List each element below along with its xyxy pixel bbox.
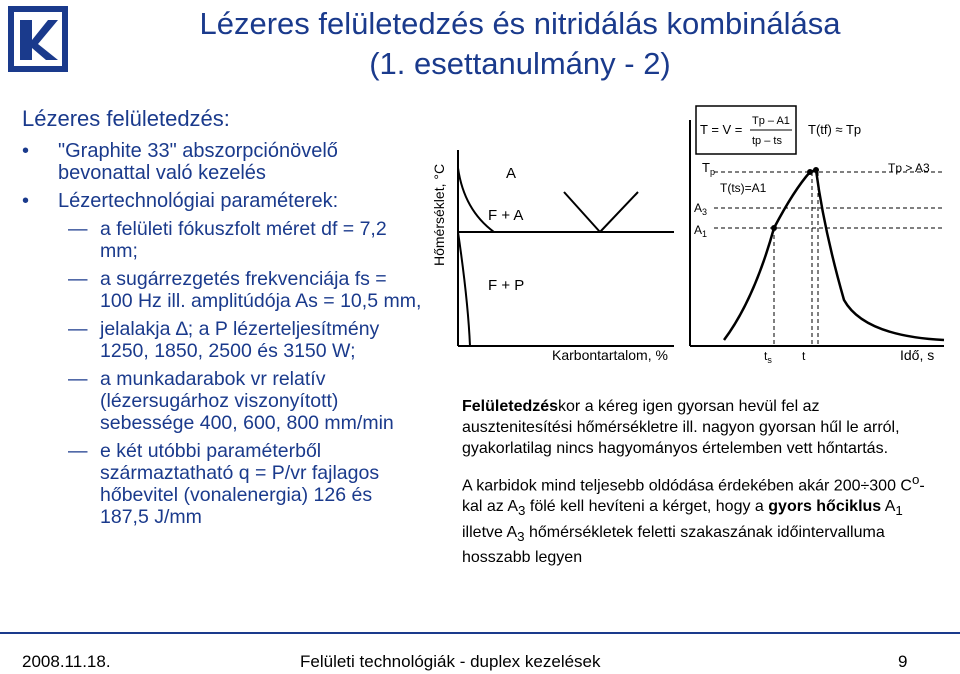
- dash-heat-input: — e két utóbbi paraméterből származtatható q = P/vr fajlagos hőbevitel (vonalenergia) 126 és 187,5 J/mm: [22, 440, 422, 528]
- y-axis-label: Hőmérséklet, °C: [431, 163, 447, 266]
- T-ts-label: T(ts)=A1: [720, 181, 767, 195]
- paragraph-surface-hardening: Felületedzéskor a kéreg igen gyorsan hevül fel az ausztenitesítési hőmérsékletre ill. nagyon gyorsan hűl le arról, gyakorlatilag nincs hagyományos értelemben vett hőntartás.: [462, 398, 900, 457]
- title-line-2: (1. esettanulmány - 2): [369, 46, 671, 81]
- phase-FP-label: F + P: [488, 277, 525, 294]
- phase-diagram-and-thermal-cycle: [424, 100, 952, 372]
- dash-workpiece-speed: — a munkadarabok vr relatív (lézersugárhoz viszonyított) sebessége 400, 600, 800 mm/min: [22, 368, 422, 434]
- university-logo: [8, 6, 68, 72]
- a1-axis-label: $A_1$: [694, 223, 708, 239]
- dash-focal-spot: — a felületi fókuszfolt méret df = 7,2 mm;: [22, 218, 422, 262]
- formula-numerator: Tp – A1: [752, 115, 790, 127]
- ts-label: $t_s$: [764, 349, 772, 365]
- left-text-column: [22, 106, 422, 534]
- formula-rate: T = V =: [700, 122, 743, 137]
- phase-A-label: A: [506, 165, 517, 182]
- tp-axis-label: $T_p$: [702, 160, 715, 177]
- paragraph-carbide-dissolution: A karbidok mind teljesebb oldódása érdekében akár 200÷300 $C^o$-kal az $A_3$ fölé kell hevíteni a kérget, hogy a gyors hőciklus $A_1$ illetve $A_3$ hőmérsékletek feletti szakaszának időintervalluma hosszabb legyen: [462, 472, 925, 566]
- dash-oscillation: — a sugárrezgetés frekvenciája fs = 100 Hz ill. amplitúdója As = 10,5 mm,: [22, 268, 422, 312]
- formula-denominator: tp – ts: [752, 135, 782, 147]
- title-line-1: Lézeres felületedzés és nitridálás kombinálása: [199, 6, 841, 41]
- slide-title: [140, 4, 900, 84]
- Tp-gt-A3-label: Tp > A3: [888, 161, 930, 175]
- formula-tf-tp: T(tf) ≈ Tp: [808, 122, 862, 137]
- dash-waveform-power: — jelalakja ∆; a P lézerteljesítmény 1250, 1850, 2500 és 3150 W;: [22, 318, 422, 362]
- x-axis-label-carbon: Karbontartalom, %: [552, 347, 668, 363]
- footer-title: Felületi technológiák - duplex kezelések: [300, 652, 601, 671]
- bullet-graphite: • "Graphite 33" abszorpciónövelő bevonattal való kezelés: [22, 140, 422, 184]
- footer-divider: [0, 632, 960, 634]
- a3-axis-label: $A_3$: [694, 201, 708, 217]
- bullet-laser-params: • Lézertechnológiai paraméterek:: [22, 190, 422, 212]
- x-axis-label-time: Idő, s: [900, 347, 935, 363]
- tp-tf-label: t: [802, 349, 806, 363]
- right-text-block: [462, 396, 932, 578]
- footer-date: 2008.11.18.: [22, 652, 111, 671]
- footer-page-number: 9: [898, 652, 908, 671]
- phase-FA-label: F + A: [488, 207, 524, 224]
- section-heading: Lézeres felületedzés:: [22, 106, 230, 131]
